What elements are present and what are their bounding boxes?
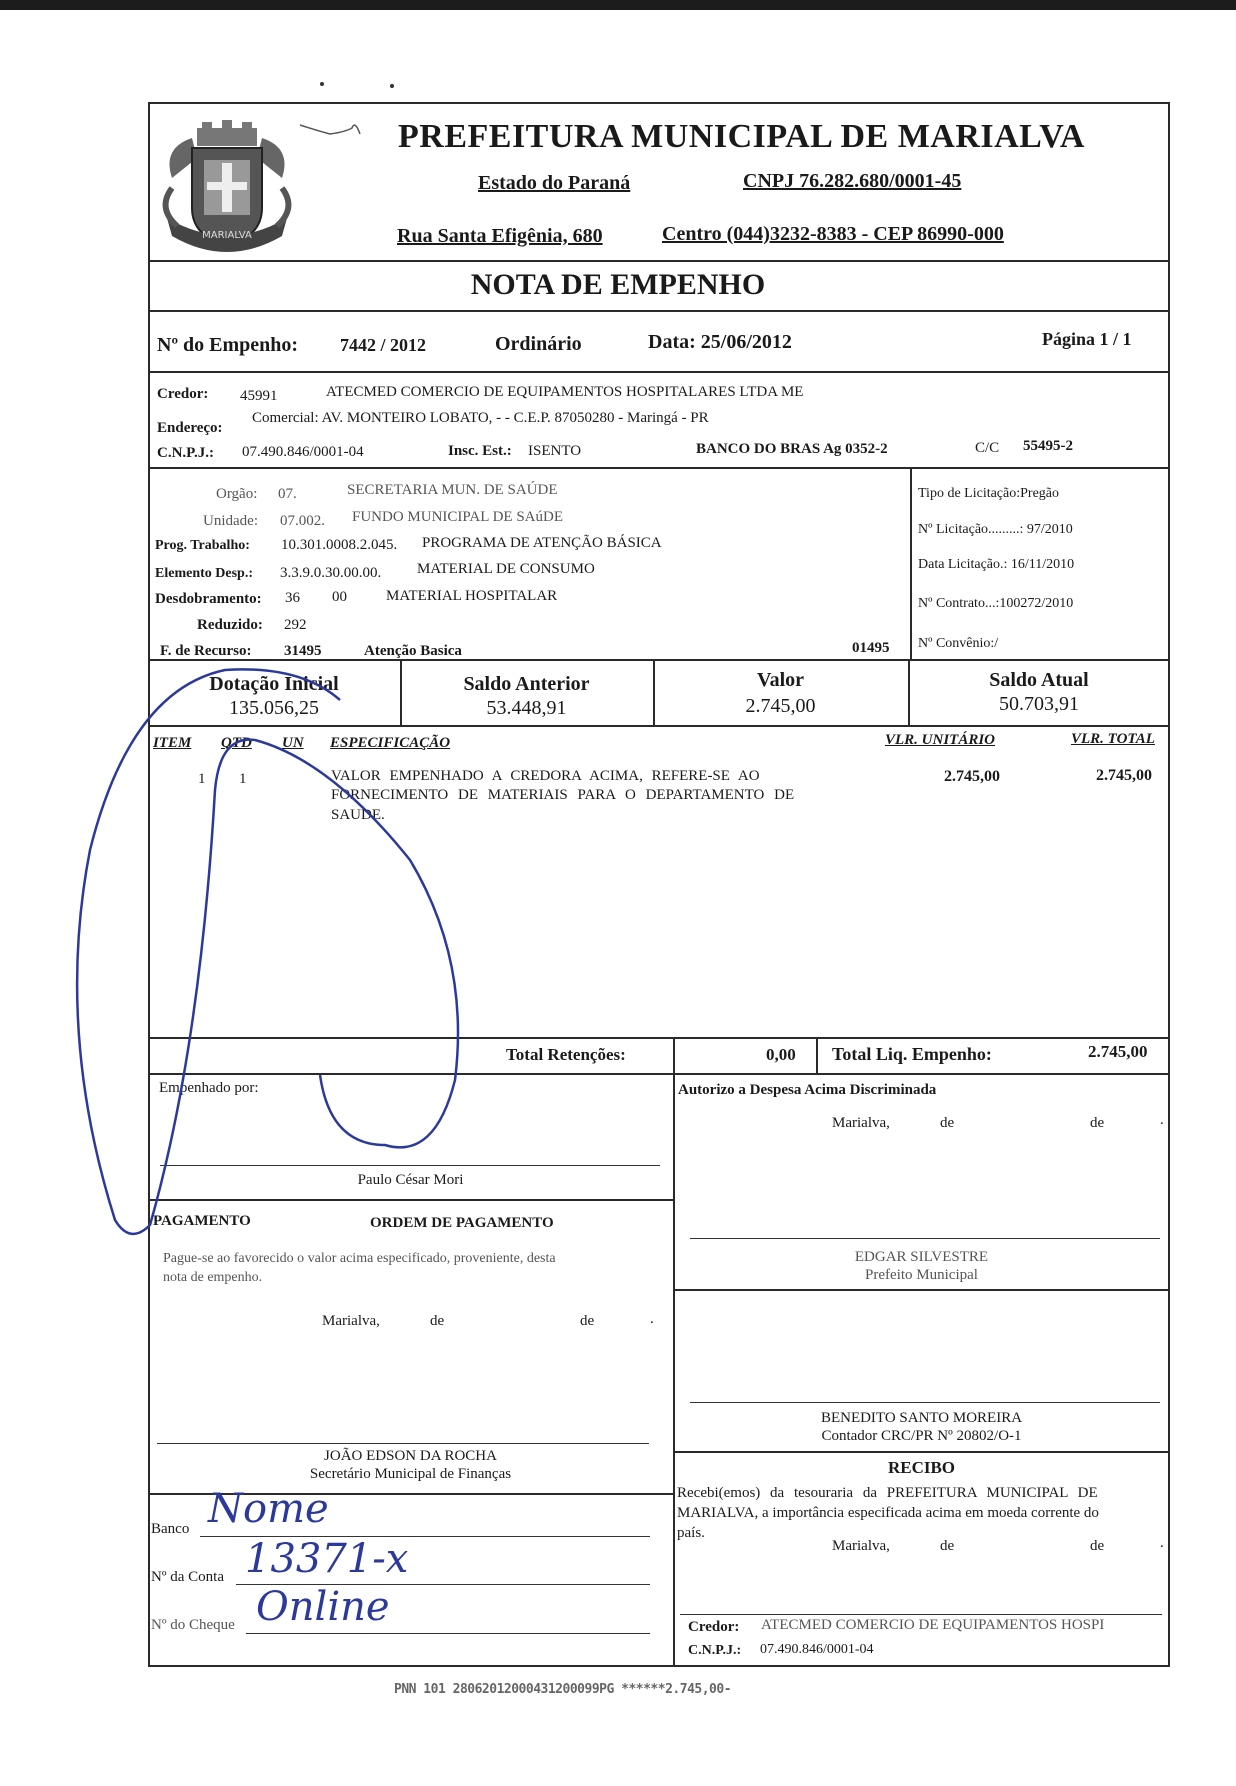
- numero-licitacao: Nº Licitação.........: 97/2010: [918, 522, 1073, 537]
- divider: [148, 1037, 1170, 1039]
- signature-line: [690, 1238, 1160, 1239]
- pagamento-text-line1: Pague-se ao favorecido o valor acima especificado, proveniente, desta: [163, 1251, 556, 1266]
- ordem-pagamento-label: ORDEM DE PAGAMENTO: [370, 1215, 554, 1231]
- recurso-code: 31495: [284, 643, 322, 659]
- divider: [910, 467, 912, 659]
- retencoes-value: 0,00: [766, 1045, 796, 1064]
- signature-line: [157, 1443, 649, 1444]
- divider: [148, 1199, 673, 1201]
- recurso-label: F. de Recurso:: [160, 643, 252, 659]
- footer-code: PNN 101 28062012000431200099PG ******2.745,00-: [394, 1682, 732, 1697]
- recurso-name: Atenção Basica: [364, 643, 462, 659]
- scan-dot: [320, 82, 324, 86]
- document-title: NOTA DE EMPENHO: [470, 268, 766, 301]
- liquido-label: Total Liq. Empenho:: [832, 1044, 992, 1064]
- cheque-line: [246, 1633, 650, 1634]
- col-total-header: VLR. TOTAL: [1071, 731, 1155, 747]
- orgao-code: 07.: [278, 486, 297, 502]
- divider: [148, 659, 1170, 661]
- divider: [148, 310, 1170, 312]
- pagamento-city: Marialva,: [322, 1313, 380, 1329]
- page-number: Página 1 / 1: [1042, 329, 1132, 349]
- row-spec-line3: SAUDE.: [331, 807, 385, 823]
- saldo-anterior-label: Saldo Anterior: [463, 673, 590, 695]
- desdob-sub: 00: [332, 589, 347, 605]
- svg-text:MARIALVA: MARIALVA: [202, 230, 252, 241]
- insc-label: Insc. Est.:: [448, 443, 512, 459]
- unidade-name: FUNDO MUNICIPAL DE SAúDE: [352, 509, 563, 525]
- credor-code: 45991: [240, 388, 278, 404]
- page-title: PREFEITURA MUNICIPAL DE MARIALVA: [398, 118, 1085, 155]
- banco-label: Banco: [151, 1521, 190, 1537]
- dotacao-label: Dotação Inicial: [209, 673, 339, 695]
- state-label: Estado do Paraná: [478, 172, 631, 194]
- cheque-label: Nº do Cheque: [151, 1617, 235, 1633]
- address-field-label: Endereço:: [157, 420, 223, 436]
- numero-contrato: Nº Contrato...:100272/2010: [918, 596, 1074, 611]
- saldo-atual-value: 50.703,91: [999, 693, 1079, 715]
- empenho-number-label: Nº do Empenho:: [157, 334, 299, 356]
- credor-address: Comercial: AV. MONTEIRO LOBATO, - - C.E.P. 87050280 - Maringá - PR: [252, 410, 709, 426]
- row-qtd: 1: [239, 771, 247, 787]
- col-qtd-header: QTD: [221, 735, 252, 751]
- data-licitacao: Data Licitação.: 16/11/2010: [918, 557, 1075, 572]
- contador-name: BENEDITO SANTO MOREIRA: [820, 1410, 1023, 1426]
- conta-handwritten: 13371-x: [245, 1536, 409, 1582]
- elemento-name: MATERIAL DE CONSUMO: [417, 561, 595, 577]
- dotacao-value: 135.056,25: [229, 697, 319, 719]
- divider: [148, 467, 1170, 469]
- reduzido-label: Reduzido:: [197, 617, 263, 633]
- pagamento-de2: de: [580, 1313, 595, 1329]
- autorizo-title: Autorizo a Despesa Acima Discriminada: [678, 1082, 937, 1098]
- retencoes-label: Total Retenções:: [506, 1045, 626, 1064]
- contador-role: Contador CRC/PR Nº 20802/O-1: [821, 1428, 1022, 1444]
- valor-value: 2.745,00: [745, 695, 816, 717]
- secretario-name: JOÃO EDSON DA ROCHA: [324, 1448, 497, 1464]
- row-total-value: 2.745,00: [1096, 767, 1152, 784]
- credor-name: ATECMED COMERCIO DE EQUIPAMENTOS HOSPITALARES LTDA ME: [326, 384, 804, 400]
- bank-info: BANCO DO BRAS Ag 0352-2: [696, 441, 888, 457]
- secretario-role: Secretário Municipal de Finanças: [309, 1466, 512, 1482]
- contact-label: Centro (044)3232-8383 - CEP 86990-000: [662, 223, 1004, 245]
- divider: [673, 1289, 1170, 1291]
- desdob-code: 36: [285, 590, 300, 606]
- col-item-header: ITEM: [153, 735, 192, 751]
- saldo-anterior-value: 53.448,91: [486, 697, 567, 719]
- empenhado-name: Paulo César Mori: [357, 1172, 464, 1188]
- col-spec-header: ESPECIFICAÇÃO: [330, 735, 451, 751]
- pagamento-text-line2: nota de empenho.: [163, 1270, 263, 1285]
- recibo-credor-label: Credor:: [688, 1619, 740, 1635]
- row-item: 1: [198, 771, 206, 787]
- desdob-name: MATERIAL HOSPITALAR: [386, 588, 558, 604]
- prefeito-role: Prefeito Municipal: [865, 1267, 978, 1283]
- recibo-title: RECIBO: [887, 1458, 956, 1477]
- cnpj-label: CNPJ 76.282.680/0001-45: [743, 170, 962, 192]
- autorizo-de2: de: [1090, 1115, 1105, 1131]
- divider: [673, 1451, 1170, 1453]
- autorizo-de1: de: [940, 1115, 955, 1131]
- recibo-city: Marialva,: [832, 1538, 890, 1554]
- divider: [148, 371, 1170, 373]
- row-spec-line1: VALOR EMPENHADO A CREDORA ACIMA, REFERE-SE AO: [331, 768, 760, 784]
- unidade-code: 07.002.: [280, 513, 325, 529]
- recibo-text-line2: MARIALVA, a importância especificada acima em moeda corrente do: [677, 1505, 1099, 1521]
- desdob-label: Desdobramento:: [155, 591, 262, 607]
- tipo-licitacao: Tipo de Licitação:Pregão: [918, 486, 1060, 501]
- recibo-cnpj-label: C.N.P.J.:: [688, 1643, 742, 1658]
- row-spec-line2: FORNECIMENTO DE MATERIAIS PARA O DEPARTAMENTO DE: [331, 787, 795, 803]
- recurso-ref: 01495: [852, 640, 890, 656]
- recibo-dot: .: [1160, 1535, 1164, 1551]
- saldo-atual-label: Saldo Atual: [989, 669, 1089, 691]
- empenho-date: Data: 25/06/2012: [648, 331, 792, 353]
- conta-label: Nº da Conta: [151, 1569, 224, 1585]
- signature-line: [160, 1165, 660, 1166]
- address-label: Rua Santa Efigênia, 680: [397, 225, 603, 247]
- recibo-credor-name: ATECMED COMERCIO DE EQUIPAMENTOS HOSPI: [761, 1617, 1105, 1633]
- coat-of-arms-icon: [152, 118, 302, 268]
- scan-edge: [0, 0, 1236, 10]
- elemento-label: Elemento Desp.:: [155, 566, 253, 581]
- prefeito-name: EDGAR SILVESTRE: [854, 1249, 989, 1265]
- col-un-header: UN: [282, 735, 304, 751]
- reduzido-value: 292: [284, 617, 307, 633]
- unidade-label: Unidade:: [203, 513, 258, 529]
- banco-handwritten: Nome: [208, 1486, 329, 1532]
- divider: [673, 1073, 675, 1667]
- cheque-handwritten: Online: [256, 1584, 390, 1630]
- valor-label: Valor: [756, 669, 805, 691]
- elemento-code: 3.3.9.0.30.00.00.: [280, 565, 382, 581]
- signature-line: [690, 1402, 1160, 1403]
- cc-value: 55495-2: [1023, 438, 1073, 454]
- pagamento-label: PAGAMENTO: [153, 1213, 251, 1229]
- recibo-de2: de: [1090, 1538, 1105, 1554]
- orgao-name: SECRETARIA MUN. DE SAÚDE: [347, 482, 558, 498]
- prog-label: Prog. Trabalho:: [155, 538, 250, 553]
- divider: [148, 1073, 1170, 1075]
- recibo-cnpj: 07.490.846/0001-04: [760, 1642, 874, 1657]
- prog-code: 10.301.0008.2.045.: [281, 537, 398, 553]
- empenhado-label: Empenhado por:: [159, 1080, 259, 1096]
- recibo-text-line1: Recebi(emos) da tesouraria da PREFEITURA MUNICIPAL DE: [677, 1485, 1098, 1501]
- divider: [816, 1037, 818, 1073]
- cnpj-field-label: C.N.P.J.:: [157, 445, 214, 461]
- recibo-text-line3: país.: [677, 1525, 705, 1541]
- scan-dot: [390, 84, 394, 88]
- numero-convenio: Nº Convênio:/: [918, 636, 999, 651]
- liquido-value: 2.745,00: [1088, 1042, 1148, 1061]
- credor-label: Credor:: [157, 386, 209, 402]
- divider: [673, 1037, 675, 1073]
- orgao-label: Orgão:: [216, 486, 258, 502]
- pagamento-de1: de: [430, 1313, 445, 1329]
- prog-name: PROGRAMA DE ATENÇÃO BÁSICA: [422, 535, 662, 551]
- recibo-de1: de: [940, 1538, 955, 1554]
- signature-line: [680, 1614, 1162, 1615]
- insc-value: ISENTO: [528, 443, 582, 459]
- credor-cnpj: 07.490.846/0001-04: [242, 444, 364, 460]
- row-unit-value: 2.745,00: [944, 768, 1000, 785]
- autorizo-dot: .: [1160, 1112, 1164, 1128]
- divider: [148, 725, 1170, 727]
- empenho-type: Ordinário: [495, 333, 582, 355]
- autorizo-city: Marialva,: [832, 1115, 890, 1131]
- col-unit-header: VLR. UNITÁRIO: [885, 732, 996, 748]
- pagamento-dot: .: [650, 1311, 654, 1327]
- cc-label: C/C: [975, 440, 1000, 456]
- empenho-number: 7442 / 2012: [340, 335, 427, 355]
- divider: [148, 260, 1170, 262]
